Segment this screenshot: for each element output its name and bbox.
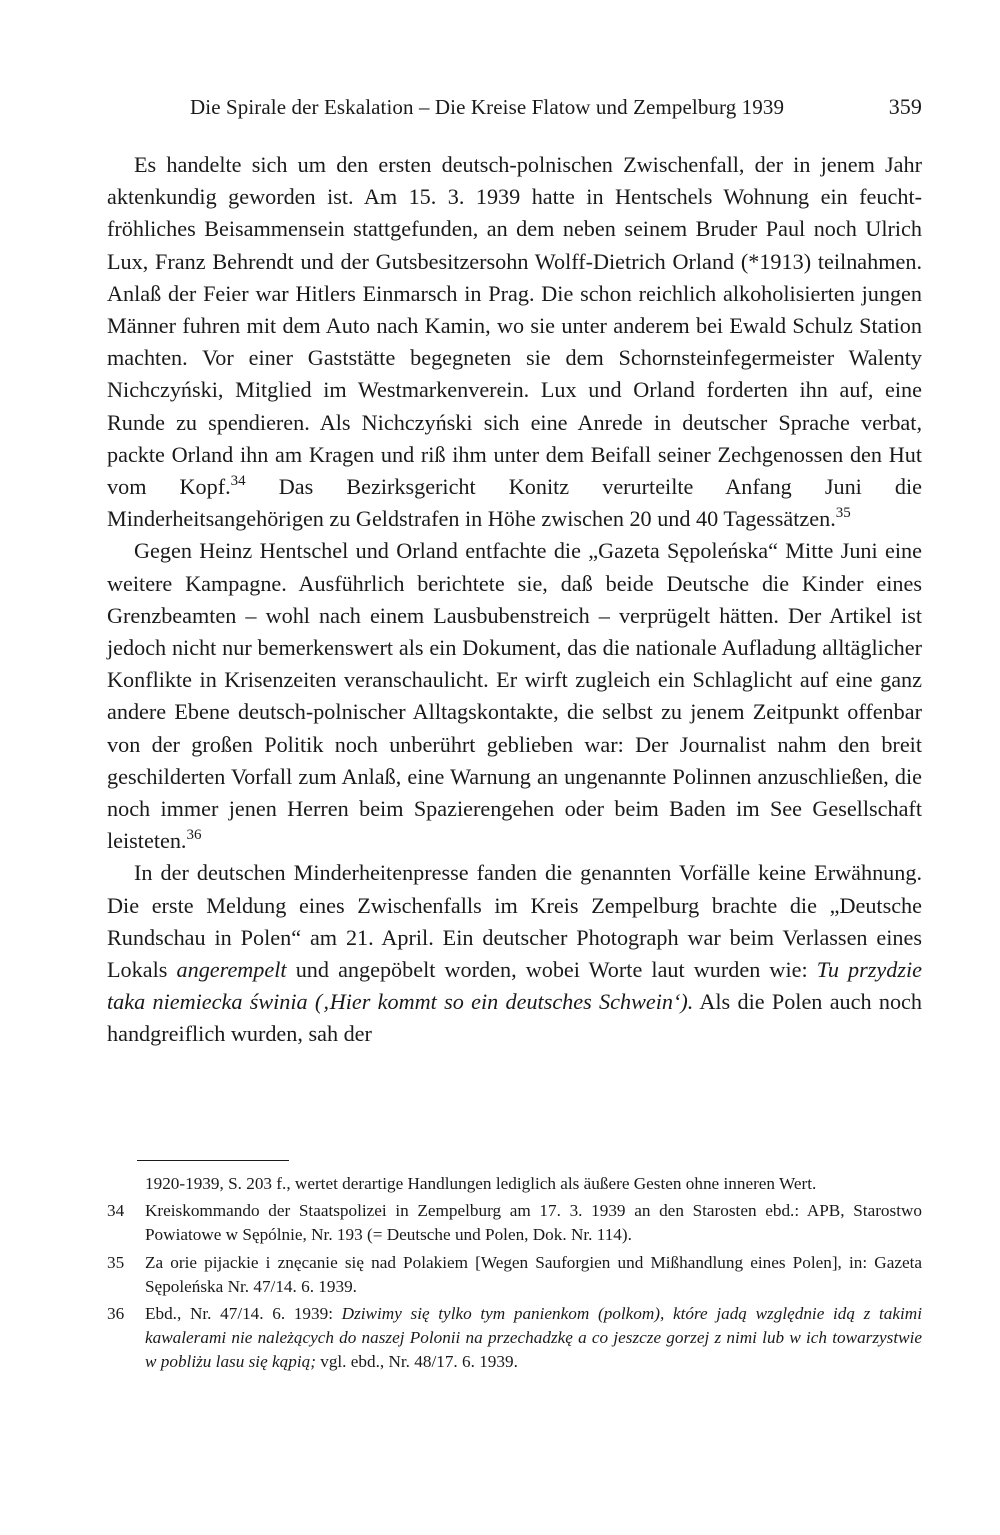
footnote-text: Za orie pijackie i znęcanie się nad Polakiem [Wegen Sauforgien und Mißhandlung eines Polen], in: Gazeta Sępoleńska Nr. 47/14. 6. 1939. (145, 1252, 922, 1296)
footnote-34 (107, 1199, 922, 1247)
main-text (107, 149, 922, 1051)
footnote-continued (107, 1172, 922, 1196)
paragraph-3-text: In der deutschen Minderheitenpresse fanden die genannten Vorfälle keine Erwähnung. Die erste Meldung eines Zwischenfalls im Kreis Zempelburg brachte die „Deutsche Rundschau in Polen“ am 21. April. Ein deutscher Photograph war beim Verlassen eines Lokals (107, 860, 922, 983)
running-title: Die Spirale der Eskalation – Die Kreise Flatow und Zempelburg 1939 (190, 95, 785, 119)
paragraph-1-text: Es handelte sich um den ersten deutsch-polnischen Zwischenfall, der in jenem Jahr aktenkundig geworden ist. Am 15. 3. 1939 hatte in Hentschels Wohnung ein feucht-fröhliches Beisammensein stattgefunden, an dem neben seinem Bruder Paul noch Ulrich Lux, Franz Behrendt und der Gutsbesitzersohn Wolff-Dietrich Orland (*1913) teilnahmen. Anlaß der Feier war Hitlers Einmarsch in Prag. Die schon reichlich alkoholisierten jungen Männer fuhren mit dem Auto nach Kamin, wo sie unter anderem bei Ewald Schulz Station machten. Vor einer Gaststätte begegneten sie dem Schornsteinfegermeister Walenty Nichczyński, Mitglied im Westmarkenverein. Lux und Orland forderten ihn auf, eine Runde zu spendieren. Als Nichczyński sich eine Anrede in deutscher Sprache verbat, packte Orland ihn am Kragen und riß ihm unter dem Beifall seiner Zechgenossen den Hut vom Kopf. (107, 152, 922, 500)
footnote-ref-36[interactable]: 36 (186, 827, 202, 844)
footnote-ref-34[interactable]: 34 (230, 473, 246, 490)
footnote-number: 34 (107, 1201, 125, 1221)
paragraph-2 (107, 535, 922, 857)
running-head (190, 92, 922, 122)
paragraph-3-italic-quote: Tu przydzie taka niemiecka świnia (‚Hier kommt so ein deutsches Schwein‘). (107, 957, 922, 1015)
footnote-ref-35[interactable]: 35 (835, 505, 851, 522)
footnotes (107, 1172, 922, 1378)
footnote-36 (107, 1302, 922, 1375)
paragraph-3-text-end: Als die Polen auch noch handgreiflich wurden, sah der (107, 989, 922, 1047)
paragraph-3-italic-word: angerempelt (176, 957, 287, 983)
footnote-number: 35 (107, 1252, 125, 1272)
footnote-text-suffix: vgl. ebd., Nr. 48/17. 6. 1939. (315, 1352, 518, 1372)
page-number: 359 (888, 94, 922, 119)
paragraph-2-text: Gegen Heinz Hentschel und Orland entfachte die „Gazeta Sępoleńska“ Mitte Juni eine weitere Kampagne. Ausführlich berichtete sie, daß beide Deutsche die Kinder eines Grenzbeamten – wohl nach einem Lausbubenstreich – verprügelt hätten. Der Artikel ist jedoch nicht nur bemerkenswert als ein Dokument, das die nationale Aufladung alltäglicher Konflikte in Krisenzeiten veranschaulicht. Er wirft zugleich ein Schlaglicht auf eine ganz andere Ebene deutsch-polnischer Alltagskontakte, die selbst zu jenem Zeitpunkt offenbar von der großen Politik noch unberührt geblieben war: Der Journalist nahm den breit geschilderten Vorfall zum Anlaß, eine Warnung an ungenannte Polinnen anzuschließen, die noch immer jenen Herren beim Spazierengehen oder beim Baden im See Gesellschaft leisteten. (107, 538, 922, 854)
footnote-polish-quote: Dziwimy się tylko tym panienkom (polkom), które jadą względnie idą z takimi kawalerami nie należących do naszej Polonii na przechadzkę a co jeszcze gorzej z nimi lub w ich towarzystwie w pobliżu lasu się kąpią; (145, 1304, 922, 1372)
footnote-divider (137, 1160, 289, 1161)
footnote-35 (107, 1251, 922, 1299)
paragraph-3-text-cont: und angepöbelt worden, wobei Worte laut wurden wie: (286, 957, 817, 983)
paragraph-1-text-cont: Das Bezirksgericht Konitz verurteilte Anfang Juni die Minderheitsangehörigen zu Geldstrafen in Höhe zwischen 20 und 40 Tagessätzen. (107, 474, 923, 532)
footnote-number: 36 (107, 1304, 125, 1324)
footnote-continued-text: 1920-1939, S. 203 f., wertet derartige Handlungen lediglich als äußere Gesten ohne inneren Wert. (145, 1174, 817, 1193)
footnote-text: Kreiskommando der Staatspolizei in Zempelburg am 17. 3. 1939 an den Starosten ebd.: APB, Starostwo Powiatowe w Sępólnie, Nr. 193 (= Deutsche und Polen, Dok. Nr. 114). (145, 1201, 922, 1245)
paragraph-1 (107, 149, 922, 535)
footnote-text-prefix: Ebd., Nr. 47/14. 6. 1939: (145, 1304, 342, 1324)
paragraph-3 (107, 857, 922, 1050)
